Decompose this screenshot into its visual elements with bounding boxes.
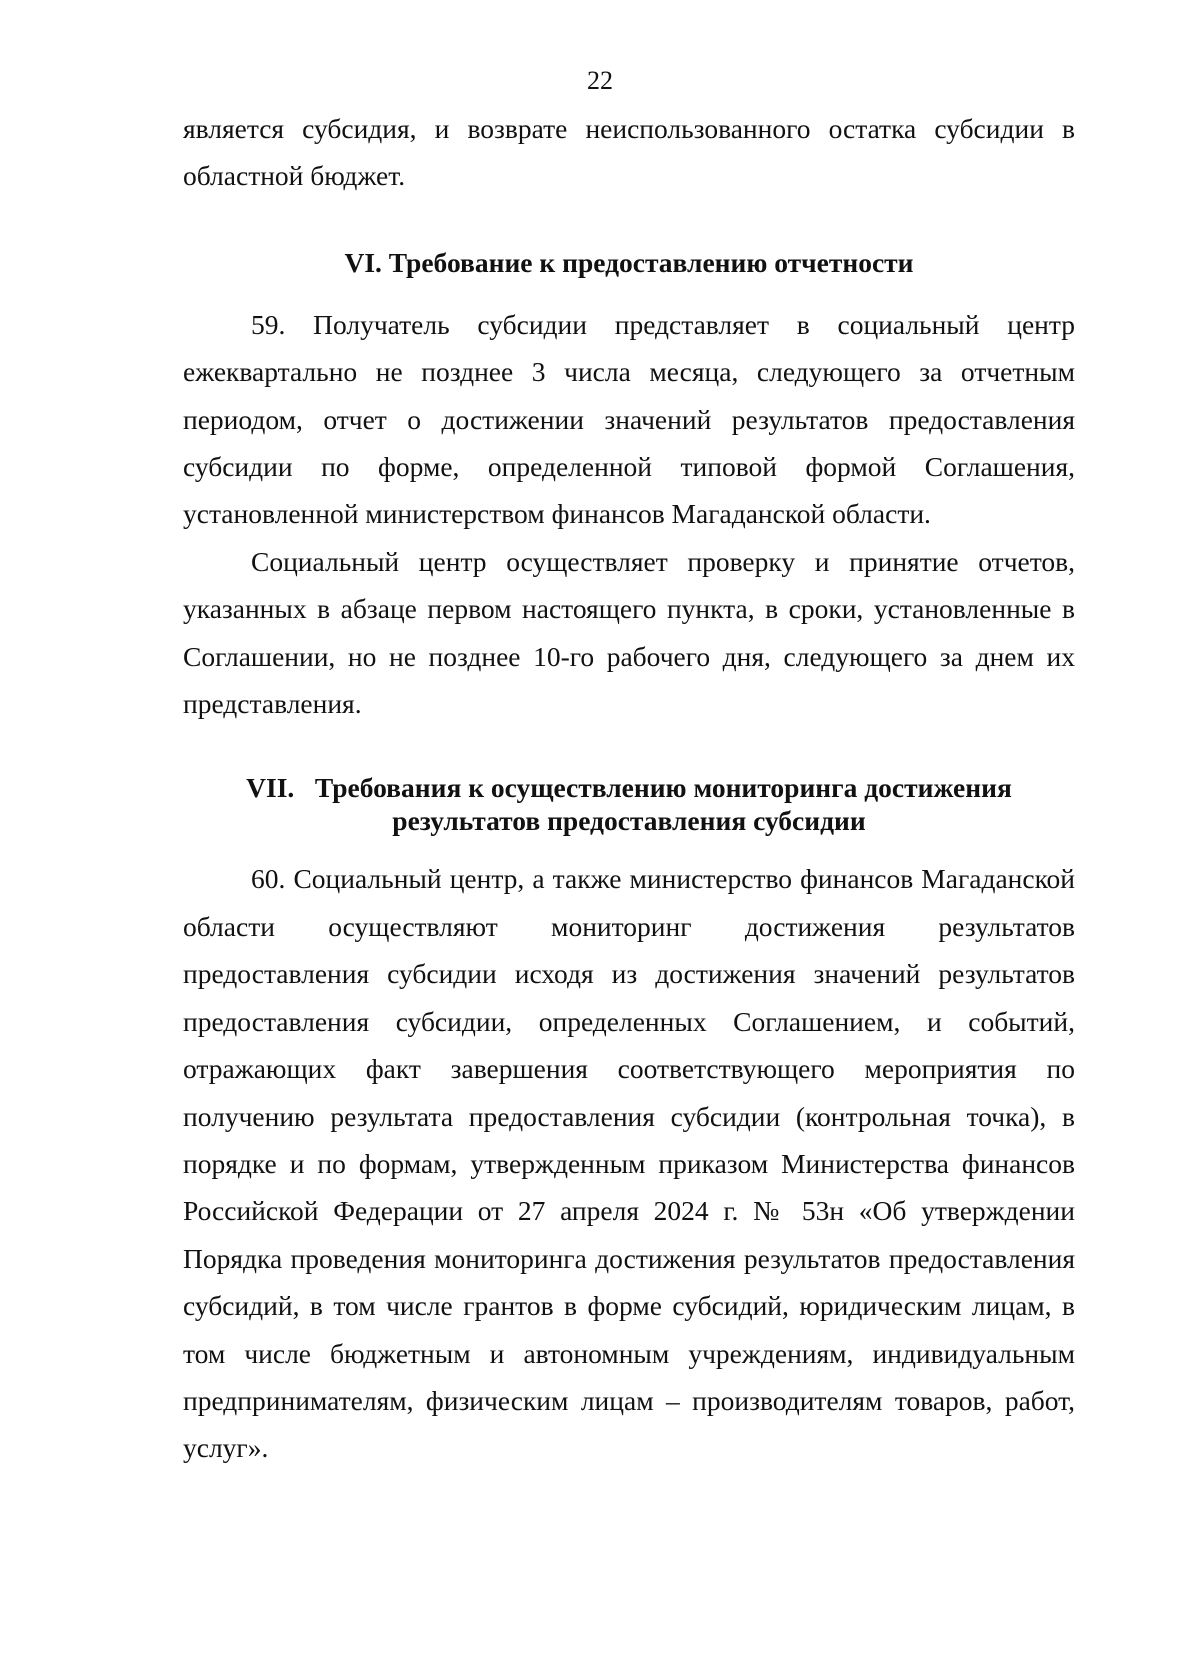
paragraph-59-second: Социальный центр осуществляет проверку и принятие отчетов, указанных в абзаце первом настоящего пункта, в сроки, установленные в Соглашении, но не позднее 10-го рабочего дня, следующего за днем их представления. — [183, 545, 1075, 720]
paragraph-60: 60. Социальный центр, а также министерство финансов Магаданской области осуществляют мониторинг достижения результатов предоставления субсидии исходя из достижения значений результатов предоставления субсидии, определенных Соглашением, и событий, отражающих факт завершения соответствующего мероприятия по получению результата предоставления субсидии (контрольная точка), в порядке и по формам, утвержденным приказом Министерства финансов Российской Федерации от 27 апреля 2024 г. № 53н «Об утверждении Порядка проведения мониторинга достижения результатов предоставления субсидий, в том числе грантов в форме субсидий, юридическим лицам, в том числе бюджетным и автономным учреждениям, индивидуальным предпринимателям, физическим лицам – производителям товаров, работ, услуг». — [183, 863, 1075, 1464]
paragraph-59: 59. Получатель субсидии представляет в социальный центр ежеквартально не позднее 3 числа месяца, следующего за отчетным периодом, отчет о достижении значений результатов предоставления субсидии по форме, определенной типовой формой Соглашения, установленной министерством финансов Магаданской области. — [183, 308, 1075, 530]
section-7-heading-line-1: VII. Требования к осуществлению мониторинга достижения — [246, 772, 1012, 804]
section-7-heading-line-2: результатов предоставления субсидии — [392, 805, 866, 837]
page-number: 22 — [587, 66, 613, 95]
intro-paragraph: является субсидия, и возврате неиспользованного остатка субсидии в областной бюджет. — [183, 113, 1075, 192]
section-6-heading: VI. Требование к предоставлению отчетности — [344, 246, 914, 278]
section-7-heading — [183, 771, 1075, 837]
document-body — [183, 105, 1075, 1472]
